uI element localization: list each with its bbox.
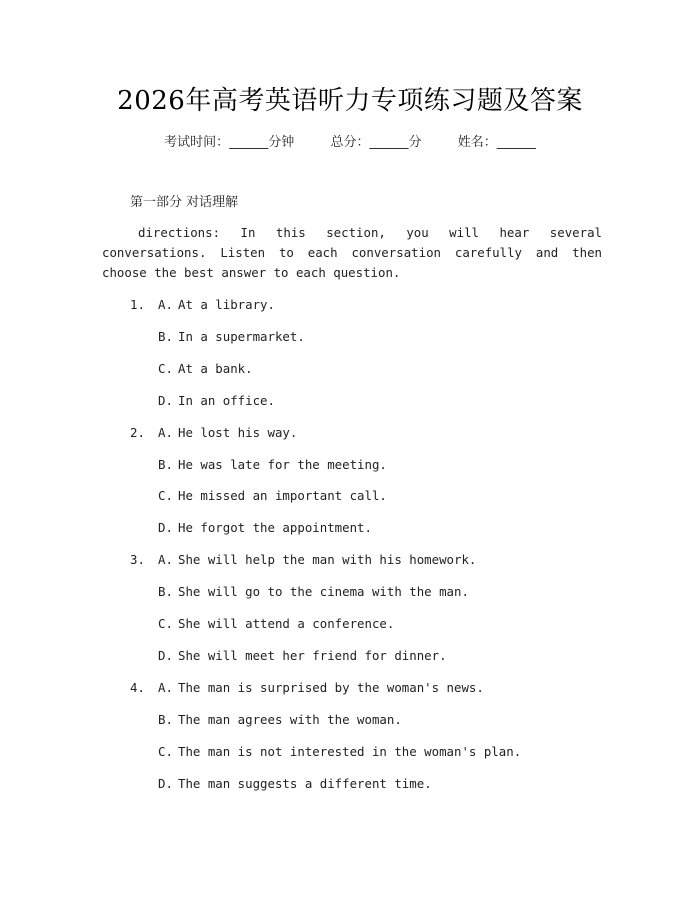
- option-letter: D.: [158, 775, 173, 791]
- answer-option: [0, 615, 700, 633]
- option-text: She will help the man with his homework.: [178, 552, 477, 568]
- time-unit: 分钟: [268, 135, 295, 150]
- answer-option: [0, 711, 700, 729]
- option-text: The man is surprised by the woman's news.: [178, 679, 484, 695]
- option-text: She will attend a conference.: [178, 616, 395, 631]
- question-number: 3.: [130, 552, 145, 568]
- section-heading: 第一部分 对话理解: [130, 195, 239, 210]
- answer-option: [0, 583, 700, 601]
- option-text: In a supermarket.: [178, 328, 305, 344]
- option-letter: C.: [158, 743, 173, 759]
- answer-option: [0, 296, 700, 314]
- option-letter: C.: [158, 360, 173, 376]
- option-text: She will go to the cinema with the man.: [178, 584, 469, 600]
- option-letter: C.: [158, 616, 173, 631]
- answer-option: [0, 519, 700, 537]
- option-text: He lost his way.: [178, 424, 298, 440]
- answer-option: [0, 743, 700, 761]
- option-letter: C.: [158, 488, 173, 504]
- answer-option: [0, 679, 700, 697]
- directions-paragraph: directions: In this section, you will hear several conversations. Listen to each conversation carefully and then choose the best answer to each question.: [102, 225, 602, 280]
- option-text: He forgot the appointment.: [178, 520, 372, 536]
- option-text: In an office.: [178, 392, 275, 408]
- option-letter: D.: [158, 520, 173, 536]
- page-title: 2026年高考英语听力专项练习题及答案: [117, 86, 583, 116]
- answer-option: [0, 328, 700, 346]
- option-text: The man suggests a different time.: [178, 775, 432, 791]
- score-unit: 分: [408, 135, 422, 150]
- option-letter: A.: [158, 424, 173, 440]
- option-text: He missed an important call.: [178, 488, 387, 504]
- question-number: 2.: [130, 424, 145, 440]
- option-text: At a bank.: [178, 360, 253, 376]
- exam-info-line: [0, 131, 700, 150]
- name-blank: ______: [496, 135, 536, 150]
- option-text: He was late for the meeting.: [178, 456, 387, 472]
- answer-option: [0, 487, 700, 505]
- answer-option: [0, 424, 700, 442]
- option-letter: A.: [158, 552, 173, 568]
- answer-option: [0, 392, 700, 410]
- question-number: 1.: [130, 297, 145, 312]
- option-letter: D.: [158, 647, 173, 663]
- score-label: 总分：: [330, 135, 370, 150]
- answer-option: [0, 360, 700, 378]
- option-letter: B.: [158, 711, 173, 727]
- score-blank: ______: [369, 135, 409, 150]
- option-letter: B.: [158, 456, 173, 472]
- time-label: 考试时间：: [164, 135, 230, 150]
- option-letter: A.: [158, 297, 173, 312]
- option-text: At a library.: [178, 297, 275, 312]
- question-number: 4.: [130, 679, 145, 695]
- name-label: 姓名：: [457, 135, 497, 150]
- answer-option: [0, 456, 700, 474]
- option-text: The man agrees with the woman.: [178, 711, 402, 727]
- option-text: She will meet her friend for dinner.: [178, 647, 447, 663]
- option-letter: D.: [158, 392, 173, 408]
- option-letter: B.: [158, 328, 173, 344]
- answer-option: [0, 551, 700, 569]
- option-text: The man is not interested in the woman's plan.: [178, 743, 522, 759]
- answer-option: [0, 775, 700, 793]
- answer-option: [0, 647, 700, 665]
- option-letter: A.: [158, 679, 173, 695]
- option-letter: B.: [158, 584, 173, 600]
- time-blank: ______: [229, 135, 269, 150]
